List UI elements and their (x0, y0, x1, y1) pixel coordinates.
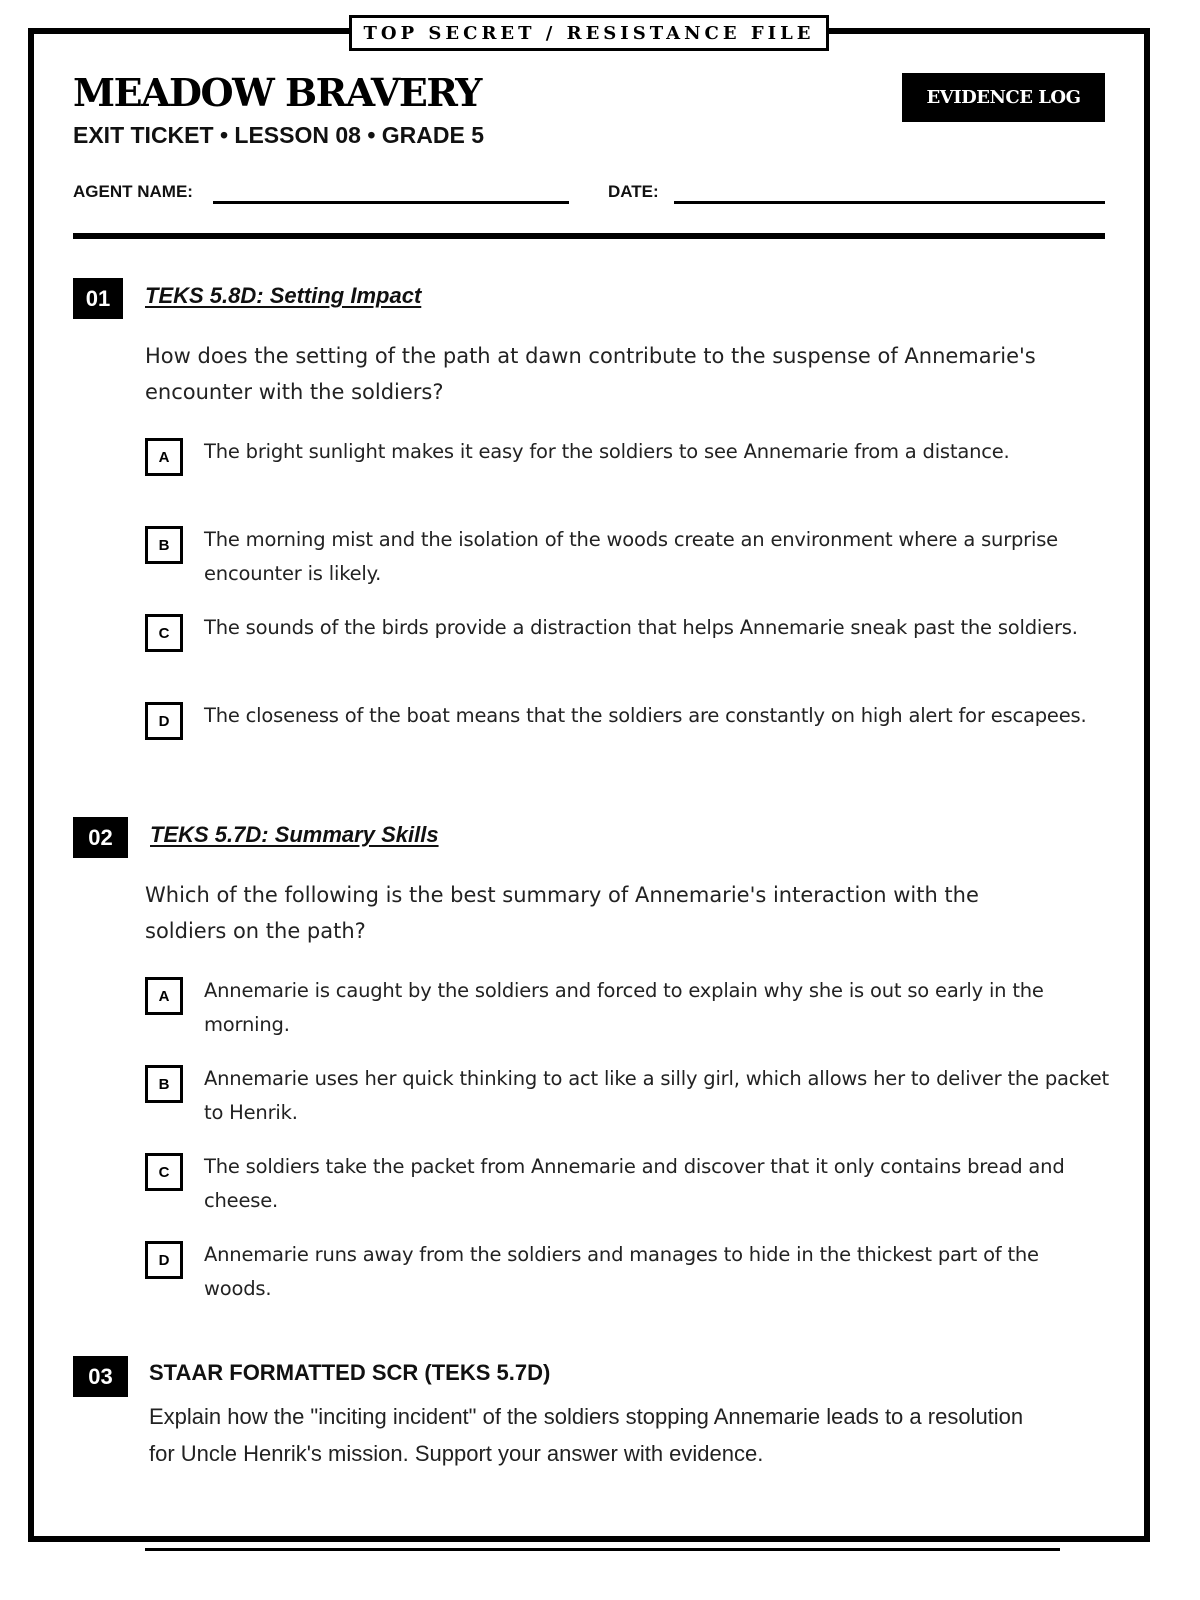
choice-text: Annemarie runs away from the soldiers and manages to hide in the thickest part of the woods. (204, 1243, 1039, 1300)
question-prompt: Which of the following is the best summary of Annemarie's interaction with the soldiers on the path? (145, 883, 979, 943)
agent-name-field[interactable] (213, 201, 569, 204)
choice-checkbox[interactable]: C (145, 614, 183, 652)
date-field[interactable] (674, 201, 1105, 204)
date-label: DATE: (608, 182, 659, 201)
choice-checkbox[interactable]: D (145, 1241, 183, 1279)
question-number-badge: 01 (73, 278, 123, 319)
choice-checkbox[interactable]: B (145, 526, 183, 564)
page-title: MEADOW BRAVERY (73, 70, 481, 115)
document-frame (28, 28, 1150, 1542)
choice-text: The sounds of the birds provide a distraction that helps Annemarie sneak past the soldiers. (204, 616, 1078, 639)
question-prompt: How does the setting of the path at dawn contribute to the suspense of Annemarie's encounter with the soldiers? (145, 344, 1036, 404)
question-number-badge: 03 (73, 1356, 128, 1397)
choice-text: Annemarie is caught by the soldiers and forced to explain why she is out so early in the morning. (204, 979, 1044, 1036)
choice-checkbox[interactable]: A (145, 438, 183, 476)
answer-choice[interactable] (145, 523, 1110, 591)
header-divider (73, 233, 1105, 239)
answer-choice[interactable] (145, 974, 1110, 1042)
choice-text: Annemarie uses her quick thinking to act like a silly girl, which allows her to deliver the packet to Henrik. (204, 1067, 1109, 1124)
agent-name-label: AGENT NAME: (73, 182, 193, 201)
classification-stamp: TOP SECRET / RESISTANCE FILE (349, 15, 829, 51)
answer-choice[interactable] (145, 611, 1110, 652)
answer-choice[interactable] (145, 435, 1110, 476)
bottom-rule (145, 1548, 1060, 1551)
answer-choice[interactable] (145, 699, 1110, 740)
answer-choice[interactable] (145, 1062, 1110, 1130)
choice-text: The closeness of the boat means that the soldiers are constantly on high alert for escapees. (204, 704, 1087, 727)
question-standard: STAAR FORMATTED SCR (TEKS 5.7D) (149, 1360, 551, 1385)
choice-text: The bright sunlight makes it easy for the soldiers to see Annemarie from a distance. (204, 440, 1010, 463)
page-subtitle: EXIT TICKET • LESSON 08 • GRADE 5 (73, 122, 485, 148)
question-standard: TEKS 5.8D: Setting Impact (145, 283, 422, 308)
choice-checkbox[interactable]: A (145, 977, 183, 1015)
choice-checkbox[interactable]: B (145, 1065, 183, 1103)
question-prompt: Explain how the "inciting incident" of the soldiers stopping Annemarie leads to a resolution for Uncle Henrik's mission. Support your answer with evidence. (149, 1404, 1024, 1466)
evidence-log-button[interactable]: EVIDENCE LOG (902, 73, 1105, 122)
choice-checkbox[interactable]: D (145, 702, 183, 740)
choice-checkbox[interactable]: C (145, 1153, 183, 1191)
question-number-badge: 02 (73, 817, 128, 858)
choice-text: The soldiers take the packet from Annemarie and discover that it only contains bread and cheese. (204, 1155, 1065, 1212)
choice-text: The morning mist and the isolation of the woods create an environment where a surprise encounter is likely. (204, 528, 1058, 585)
answer-choice[interactable] (145, 1238, 1110, 1306)
question-standard: TEKS 5.7D: Summary Skills (150, 822, 439, 847)
answer-choice[interactable] (145, 1150, 1110, 1218)
